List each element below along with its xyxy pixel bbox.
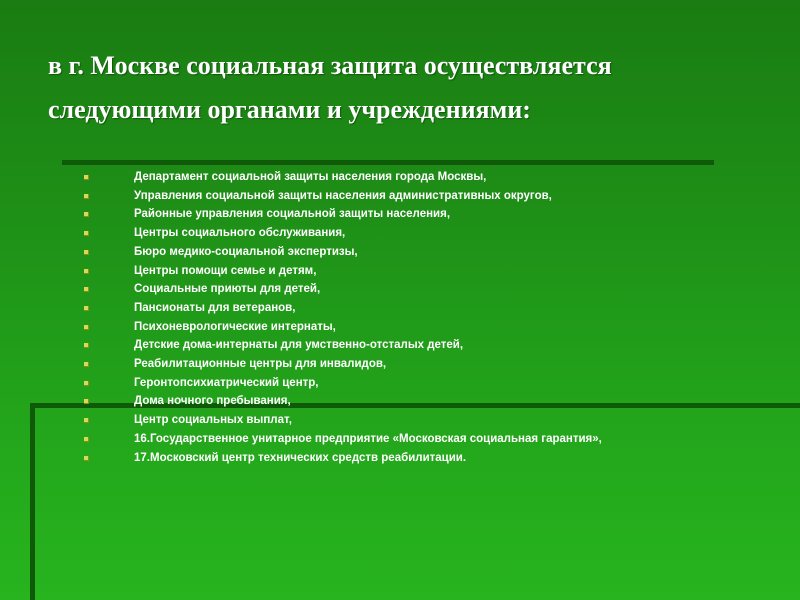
institutions-list (84, 168, 724, 467)
bullet-icon (84, 343, 89, 348)
bullet-icon (84, 418, 89, 423)
bullet-icon (84, 194, 89, 199)
list-item (84, 318, 724, 337)
list-item (84, 411, 724, 430)
list-item-text: Центры социального обслуживания, (134, 227, 346, 240)
list-item (84, 224, 724, 243)
list-item-text: Психоневрологические интернаты, (134, 320, 336, 333)
list-item-text: Детские дома-интернаты для умственно-отсталых детей, (134, 339, 464, 352)
bullet-icon (84, 175, 89, 180)
list-item (84, 262, 724, 281)
list-item (84, 280, 724, 299)
list-item (84, 430, 724, 449)
list-item (84, 243, 724, 262)
bullet-icon (84, 381, 89, 386)
bullet-icon (84, 269, 89, 274)
bullet-icon (84, 456, 89, 461)
list-item-text: Районные управления социальной защиты населения, (134, 208, 451, 221)
list-item-text: Геронтопсихиатрический центр, (134, 376, 319, 389)
list-item (84, 187, 724, 206)
list-item (84, 392, 724, 411)
bullet-icon (84, 362, 89, 367)
bullet-icon (84, 437, 89, 442)
list-item-text: Социальные приюты для детей, (134, 283, 321, 296)
list-item (84, 205, 724, 224)
list-item-text: Бюро медико-социальной экспертизы, (134, 245, 358, 258)
list-item-text: Департамент социальной защиты населения города Москвы, (134, 171, 487, 183)
list-item (84, 374, 724, 393)
slide-title (48, 44, 768, 132)
decorative-bar-top (62, 160, 714, 165)
list-item (84, 449, 724, 468)
title-line-1: в г. Москве социальная защита осуществляется (48, 51, 612, 80)
bullet-icon (84, 325, 89, 330)
list-item-text: 16.Государственное унитарное предприятие «Московская социальная гарантия», (134, 432, 602, 445)
list-item (84, 299, 724, 318)
list-item (84, 168, 724, 187)
list-item (84, 355, 724, 374)
title-line-2: следующими органами и учреждениями: (48, 95, 531, 124)
bullet-icon (84, 212, 89, 217)
decorative-bar-vertical (30, 403, 35, 600)
bullet-icon (84, 231, 89, 236)
bullet-icon (84, 250, 89, 255)
list-item-text: Пансионаты для ветеранов, (134, 301, 296, 314)
bullet-icon (84, 399, 89, 404)
list-item-text: Реабилитационные центры для инвалидов, (134, 358, 387, 371)
list-item-text: Центры помощи семье и детям, (134, 264, 317, 277)
list-item-text: Управления социальной защиты населения административных округов, (134, 189, 552, 202)
bullet-icon (84, 306, 89, 311)
list-item (84, 336, 724, 355)
list-item-text: 17.Московский центр технических средств реабилитации. (134, 451, 467, 464)
bullet-icon (84, 287, 89, 292)
list-item-text: Центр социальных выплат, (134, 414, 292, 427)
list-item-text: Дома ночного пребывания, (134, 395, 291, 408)
